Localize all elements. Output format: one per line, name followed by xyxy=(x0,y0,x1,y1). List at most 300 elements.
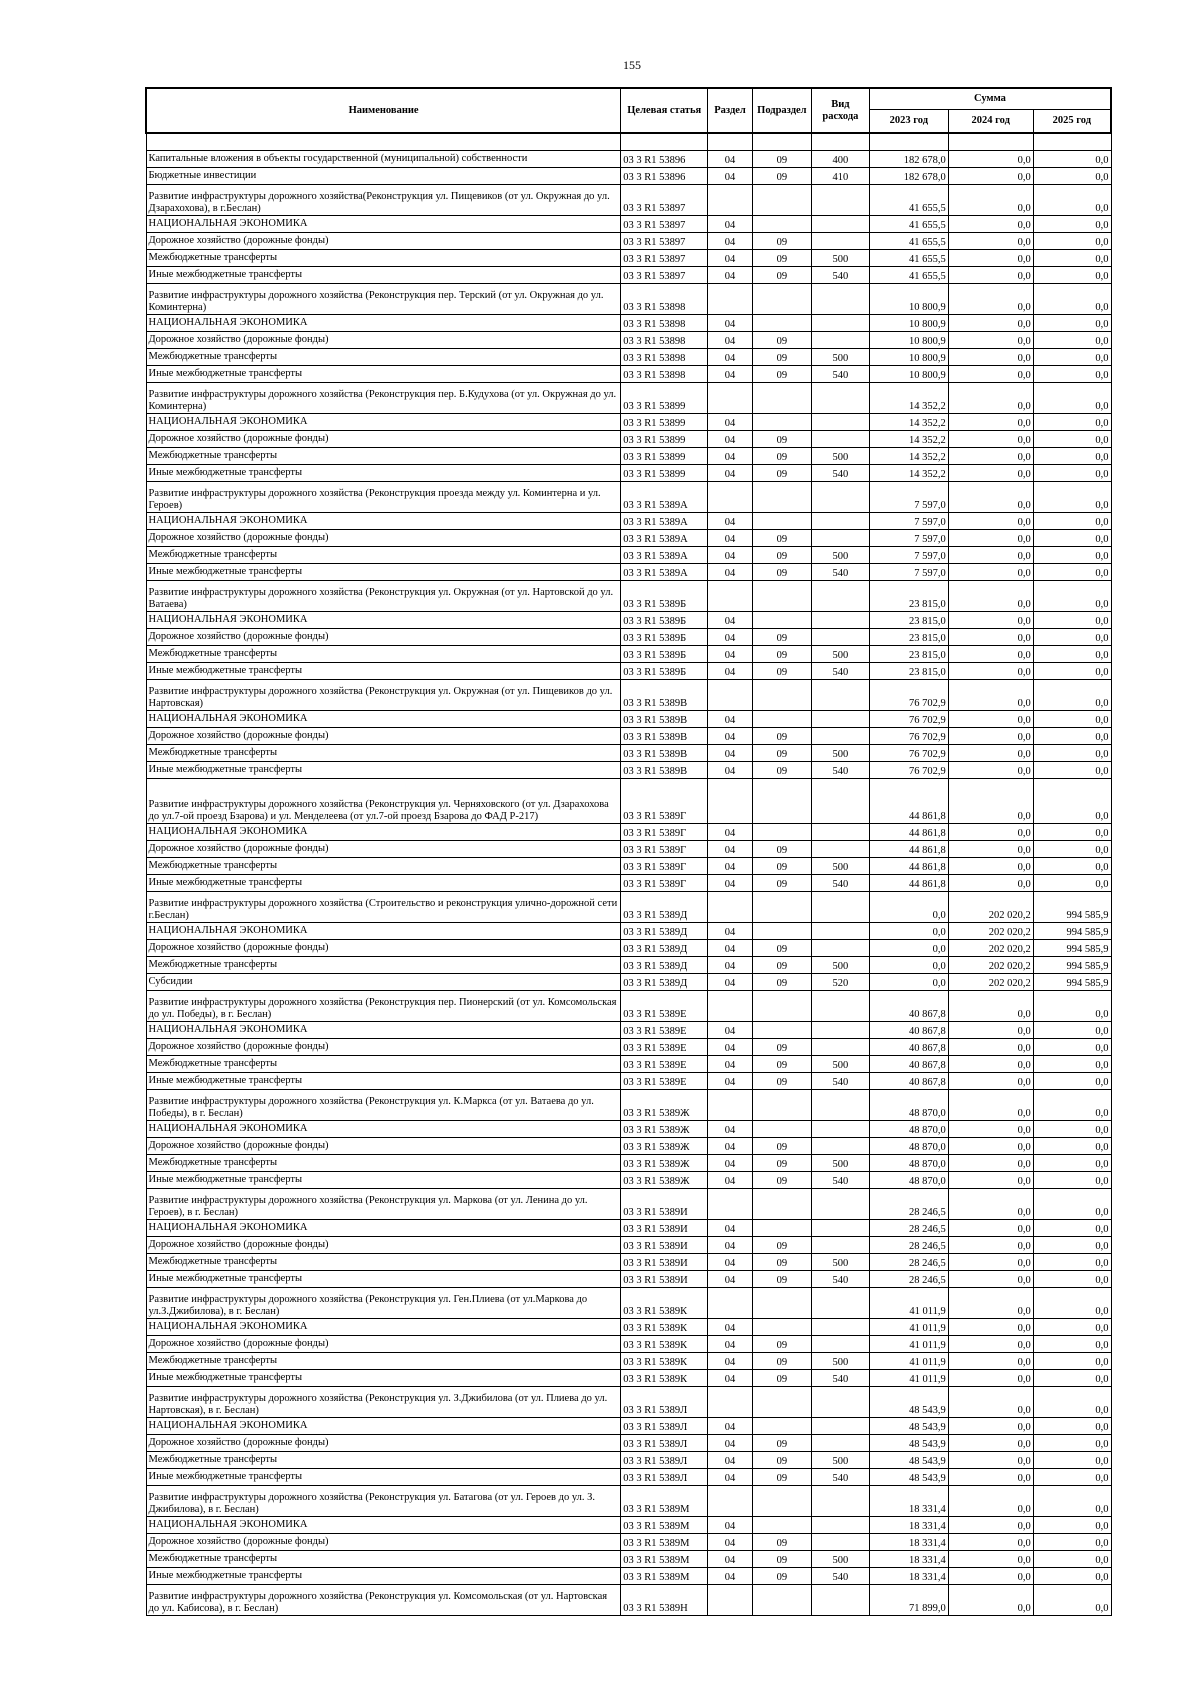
cell-2025: 0,0 xyxy=(1033,1417,1111,1434)
cell-subsection xyxy=(752,990,811,1021)
cell-2024: 0,0 xyxy=(948,546,1033,563)
cell-subsection: 09 xyxy=(752,150,811,167)
cell-2025: 0,0 xyxy=(1033,167,1111,184)
table-row xyxy=(146,266,1111,283)
table-row xyxy=(146,1219,1111,1236)
cell-expense-type xyxy=(811,922,869,939)
cell-article: 03 3 R1 5389Г xyxy=(621,823,708,840)
cell-2023: 48 543,9 xyxy=(869,1434,948,1451)
cell-expense-type xyxy=(811,611,869,628)
cell-name: Дорожное хозяйство (дорожные фонды) xyxy=(146,232,621,249)
budget-table xyxy=(145,87,1112,1616)
cell-2025: 0,0 xyxy=(1033,365,1111,382)
cell-article: 03 3 R1 5389Д xyxy=(621,956,708,973)
cell-name: Дорожное хозяйство (дорожные фонды) xyxy=(146,1533,621,1550)
cell-article: 03 3 R1 5389Л xyxy=(621,1434,708,1451)
cell-section: 04 xyxy=(708,167,753,184)
cell-article: 03 3 R1 5389Б xyxy=(621,662,708,679)
cell-2023: 7 597,0 xyxy=(869,546,948,563)
cell-subsection: 09 xyxy=(752,1533,811,1550)
cell-section: 04 xyxy=(708,727,753,744)
cell-expense-type: 540 xyxy=(811,563,869,580)
table-header xyxy=(146,88,1111,133)
table-row xyxy=(146,973,1111,990)
cell-2025: 0,0 xyxy=(1033,1137,1111,1154)
cell-expense-type xyxy=(811,1485,869,1516)
cell-name: Дорожное хозяйство (дорожные фонды) xyxy=(146,331,621,348)
cell-section: 04 xyxy=(708,447,753,464)
cell-name: Межбюджетные трансферты xyxy=(146,348,621,365)
cell-article: 03 3 R1 5389Ж xyxy=(621,1137,708,1154)
cell-section: 04 xyxy=(708,744,753,761)
cell-name: Иные межбюджетные трансферты xyxy=(146,266,621,283)
cell-2025: 0,0 xyxy=(1033,413,1111,430)
cell-article: 03 3 R1 5389Г xyxy=(621,778,708,823)
cell-2024: 0,0 xyxy=(948,1584,1033,1615)
cell-section xyxy=(708,1386,753,1417)
cell-2023: 44 861,8 xyxy=(869,840,948,857)
cell-article: 03 3 R1 53896 xyxy=(621,167,708,184)
cell-name: Иные межбюджетные трансферты xyxy=(146,563,621,580)
cell-2025: 0,0 xyxy=(1033,1055,1111,1072)
cell-subsection: 09 xyxy=(752,744,811,761)
page-number: 155 xyxy=(623,58,641,72)
cell-expense-type xyxy=(811,628,869,645)
cell-subsection xyxy=(752,1219,811,1236)
cell-article: 03 3 R1 5389Ж xyxy=(621,1154,708,1171)
cell-2023: 41 655,5 xyxy=(869,249,948,266)
cell-subsection xyxy=(752,314,811,331)
table-row xyxy=(146,464,1111,481)
cell-2023: 7 597,0 xyxy=(869,481,948,512)
cell-2024: 0,0 xyxy=(948,1137,1033,1154)
cell-subsection: 09 xyxy=(752,1352,811,1369)
cell-2024: 0,0 xyxy=(948,874,1033,891)
cell-expense-type: 500 xyxy=(811,744,869,761)
cell-name: Межбюджетные трансферты xyxy=(146,744,621,761)
cell-name: НАЦИОНАЛЬНАЯ ЭКОНОМИКА xyxy=(146,823,621,840)
cell-subsection xyxy=(752,1417,811,1434)
cell-expense-type xyxy=(811,331,869,348)
cell-article: 03 3 R1 5389М xyxy=(621,1516,708,1533)
cell-2023: 23 815,0 xyxy=(869,662,948,679)
cell-2024: 0,0 xyxy=(948,1021,1033,1038)
cell-2023: 40 867,8 xyxy=(869,1072,948,1089)
cell-article: 03 3 R1 53899 xyxy=(621,430,708,447)
cell-2025: 0,0 xyxy=(1033,1434,1111,1451)
cell-2025: 0,0 xyxy=(1033,744,1111,761)
cell-2024: 0,0 xyxy=(948,1072,1033,1089)
cell-2023: 23 815,0 xyxy=(869,580,948,611)
cell-2023: 48 543,9 xyxy=(869,1417,948,1434)
cell-2025: 0,0 xyxy=(1033,266,1111,283)
cell-2023: 48 870,0 xyxy=(869,1154,948,1171)
table-row xyxy=(146,1318,1111,1335)
cell-name: НАЦИОНАЛЬНАЯ ЭКОНОМИКА xyxy=(146,1318,621,1335)
cell-expense-type: 500 xyxy=(811,546,869,563)
table-row xyxy=(146,1089,1111,1120)
table-row xyxy=(146,778,1111,823)
table-row xyxy=(146,1417,1111,1434)
table-row xyxy=(146,1072,1111,1089)
cell-2025: 0,0 xyxy=(1033,1386,1111,1417)
cell-section xyxy=(708,891,753,922)
cell-article: 03 3 R1 53898 xyxy=(621,314,708,331)
cell-2024: 0,0 xyxy=(948,232,1033,249)
cell-subsection xyxy=(752,922,811,939)
cell-subsection: 09 xyxy=(752,348,811,365)
cell-subsection: 09 xyxy=(752,1567,811,1584)
cell-article: 03 3 R1 5389Г xyxy=(621,874,708,891)
cell-name: Бюджетные инвестиции xyxy=(146,167,621,184)
cell-2024: 0,0 xyxy=(948,823,1033,840)
table-row xyxy=(146,727,1111,744)
cell-2023: 48 870,0 xyxy=(869,1137,948,1154)
cell-2025: 0,0 xyxy=(1033,546,1111,563)
cell-subsection: 09 xyxy=(752,956,811,973)
cell-section: 04 xyxy=(708,939,753,956)
cell-section xyxy=(708,184,753,215)
cell-article: 03 3 R1 5389А xyxy=(621,529,708,546)
cell-2023: 40 867,8 xyxy=(869,1055,948,1072)
table-row xyxy=(146,1171,1111,1188)
table-row xyxy=(146,447,1111,464)
cell-name: Иные межбюджетные трансферты xyxy=(146,761,621,778)
cell-name: Развитие инфраструктуры дорожного хозяйства (Реконструкция пер. Пионерский (от ул. Комсомольская до ул. Победы), в г. Беслан) xyxy=(146,990,621,1021)
cell-section xyxy=(708,580,753,611)
cell-2024: 0,0 xyxy=(948,1533,1033,1550)
cell-article: 03 3 R1 5389Е xyxy=(621,990,708,1021)
cell-name: НАЦИОНАЛЬНАЯ ЭКОНОМИКА xyxy=(146,1120,621,1137)
cell-2025: 0,0 xyxy=(1033,382,1111,413)
cell-name: Субсидии xyxy=(146,973,621,990)
cell-expense-type xyxy=(811,1219,869,1236)
cell-article: 03 3 R1 5389В xyxy=(621,761,708,778)
cell-2025: 0,0 xyxy=(1033,628,1111,645)
cell-name: Межбюджетные трансферты xyxy=(146,447,621,464)
table-row xyxy=(146,430,1111,447)
cell-2025: 994 585,9 xyxy=(1033,939,1111,956)
cell-article: 03 3 R1 53899 xyxy=(621,464,708,481)
cell-name: Дорожное хозяйство (дорожные фонды) xyxy=(146,939,621,956)
cell-article: 03 3 R1 53897 xyxy=(621,215,708,232)
cell-2024: 0,0 xyxy=(948,331,1033,348)
table-row xyxy=(146,840,1111,857)
cell-section xyxy=(708,990,753,1021)
cell-section: 04 xyxy=(708,215,753,232)
cell-name: Развитие инфраструктуры дорожного хозяйства (Строительство и реконструкция улично-дорожной сети г.Беслан) xyxy=(146,891,621,922)
cell-expense-type: 540 xyxy=(811,662,869,679)
cell-expense-type xyxy=(811,1287,869,1318)
cell-name: Иные межбюджетные трансферты xyxy=(146,464,621,481)
table-row xyxy=(146,382,1111,413)
cell-2024: 0,0 xyxy=(948,1318,1033,1335)
cell-section: 04 xyxy=(708,464,753,481)
cell-article: 03 3 R1 5389И xyxy=(621,1219,708,1236)
cell-2025: 0,0 xyxy=(1033,1072,1111,1089)
cell-2025: 0,0 xyxy=(1033,1584,1111,1615)
cell-2024: 0,0 xyxy=(948,761,1033,778)
cell-name: Межбюджетные трансферты xyxy=(146,1154,621,1171)
cell-2024: 0,0 xyxy=(948,1335,1033,1352)
cell-article: 03 3 R1 53899 xyxy=(621,382,708,413)
cell-2025: 0,0 xyxy=(1033,990,1111,1021)
cell-article: 03 3 R1 5389Д xyxy=(621,922,708,939)
cell-name: НАЦИОНАЛЬНАЯ ЭКОНОМИКА xyxy=(146,215,621,232)
table-row xyxy=(146,348,1111,365)
cell-name: Межбюджетные трансферты xyxy=(146,1451,621,1468)
cell-section: 04 xyxy=(708,1137,753,1154)
cell-expense-type xyxy=(811,1318,869,1335)
cell-subsection: 09 xyxy=(752,1270,811,1287)
table-row xyxy=(146,922,1111,939)
cell-article: 03 3 R1 5389Е xyxy=(621,1021,708,1038)
table-row xyxy=(146,761,1111,778)
cell-2024: 0,0 xyxy=(948,778,1033,823)
cell-name: Капитальные вложения в объекты государственной (муниципальной) собственности xyxy=(146,150,621,167)
cell-name: Межбюджетные трансферты xyxy=(146,249,621,266)
cell-section: 04 xyxy=(708,1318,753,1335)
cell-expense-type: 540 xyxy=(811,1468,869,1485)
cell-article: 03 3 R1 5389Ж xyxy=(621,1089,708,1120)
cell-2025: 0,0 xyxy=(1033,679,1111,710)
table-row xyxy=(146,184,1111,215)
cell-2023: 18 331,4 xyxy=(869,1567,948,1584)
cell-2023: 76 702,9 xyxy=(869,727,948,744)
cell-expense-type: 500 xyxy=(811,1055,869,1072)
cell-expense-type: 500 xyxy=(811,1550,869,1567)
cell-2023: 14 352,2 xyxy=(869,382,948,413)
cell-article: 03 3 R1 5389А xyxy=(621,563,708,580)
cell-section: 04 xyxy=(708,761,753,778)
cell-2023: 48 870,0 xyxy=(869,1089,948,1120)
table-row xyxy=(146,314,1111,331)
cell-subsection: 09 xyxy=(752,563,811,580)
cell-article: 03 3 R1 5389В xyxy=(621,679,708,710)
cell-subsection: 09 xyxy=(752,1236,811,1253)
table-row xyxy=(146,1137,1111,1154)
cell-subsection: 09 xyxy=(752,464,811,481)
cell-article: 03 3 R1 5389И xyxy=(621,1253,708,1270)
cell-section xyxy=(708,1584,753,1615)
table-row xyxy=(146,662,1111,679)
cell-subsection: 09 xyxy=(752,529,811,546)
cell-section: 04 xyxy=(708,611,753,628)
cell-name: Развитие инфраструктуры дорожного хозяйства (Реконструкция ул. Окружная (от ул. Пищевиков до ул. Нартовская) xyxy=(146,679,621,710)
cell-name: Развитие инфраструктуры дорожного хозяйства (Реконструкция пер. Терский (от ул. Окружная до ул. Коминтерна) xyxy=(146,283,621,314)
cell-2023: 44 861,8 xyxy=(869,778,948,823)
cell-2025: 0,0 xyxy=(1033,331,1111,348)
table-row xyxy=(146,546,1111,563)
cell-expense-type xyxy=(811,512,869,529)
table-row xyxy=(146,891,1111,922)
cell-section xyxy=(708,679,753,710)
cell-article: 03 3 R1 53897 xyxy=(621,184,708,215)
cell-2025: 0,0 xyxy=(1033,761,1111,778)
cell-expense-type xyxy=(811,283,869,314)
table-row xyxy=(146,990,1111,1021)
cell-2023: 48 870,0 xyxy=(869,1171,948,1188)
cell-section: 04 xyxy=(708,1550,753,1567)
cell-subsection xyxy=(752,1318,811,1335)
cell-expense-type xyxy=(811,778,869,823)
cell-expense-type: 500 xyxy=(811,1451,869,1468)
cell-expense-type xyxy=(811,1386,869,1417)
cell-expense-type xyxy=(811,1584,869,1615)
cell-expense-type: 520 xyxy=(811,973,869,990)
cell-2024: 0,0 xyxy=(948,580,1033,611)
cell-section: 04 xyxy=(708,645,753,662)
cell-2025: 0,0 xyxy=(1033,150,1111,167)
cell-expense-type xyxy=(811,215,869,232)
cell-expense-type: 540 xyxy=(811,1072,869,1089)
cell-2025: 0,0 xyxy=(1033,1219,1111,1236)
cell-subsection xyxy=(752,1516,811,1533)
cell-2024: 0,0 xyxy=(948,167,1033,184)
cell-subsection: 09 xyxy=(752,1072,811,1089)
header-2024: 2024 год xyxy=(948,110,1033,134)
cell-article: 03 3 R1 5389В xyxy=(621,727,708,744)
cell-name: Дорожное хозяйство (дорожные фонды) xyxy=(146,727,621,744)
cell-article: 03 3 R1 5389М xyxy=(621,1567,708,1584)
cell-section: 04 xyxy=(708,1468,753,1485)
cell-2024: 0,0 xyxy=(948,1451,1033,1468)
cell-section: 04 xyxy=(708,956,753,973)
cell-subsection: 09 xyxy=(752,939,811,956)
cell-2023: 48 543,9 xyxy=(869,1468,948,1485)
cell-2023: 28 246,5 xyxy=(869,1236,948,1253)
cell-2024: 202 020,2 xyxy=(948,922,1033,939)
cell-expense-type: 410 xyxy=(811,167,869,184)
cell-subsection xyxy=(752,1386,811,1417)
table-row xyxy=(146,1468,1111,1485)
cell-section: 04 xyxy=(708,1567,753,1584)
cell-section: 04 xyxy=(708,512,753,529)
table-row xyxy=(146,365,1111,382)
cell-subsection xyxy=(752,1287,811,1318)
cell-2023: 23 815,0 xyxy=(869,645,948,662)
table-row xyxy=(146,939,1111,956)
cell-subsection: 09 xyxy=(752,727,811,744)
cell-2023: 76 702,9 xyxy=(869,710,948,727)
cell-section xyxy=(708,1089,753,1120)
cell-2023: 10 800,9 xyxy=(869,283,948,314)
cell-expense-type xyxy=(811,382,869,413)
cell-2025: 0,0 xyxy=(1033,874,1111,891)
cell-2024: 0,0 xyxy=(948,1287,1033,1318)
cell-expense-type: 540 xyxy=(811,761,869,778)
cell-2025: 0,0 xyxy=(1033,529,1111,546)
cell-section: 04 xyxy=(708,563,753,580)
cell-article: 03 3 R1 5389Л xyxy=(621,1468,708,1485)
table-row xyxy=(146,710,1111,727)
cell-section: 04 xyxy=(708,413,753,430)
cell-name: Межбюджетные трансферты xyxy=(146,857,621,874)
cell-2023: 41 011,9 xyxy=(869,1287,948,1318)
cell-section: 04 xyxy=(708,1451,753,1468)
cell-section: 04 xyxy=(708,150,753,167)
cell-expense-type xyxy=(811,710,869,727)
cell-section: 04 xyxy=(708,1154,753,1171)
cell-article: 03 3 R1 5389Ж xyxy=(621,1171,708,1188)
cell-section: 04 xyxy=(708,430,753,447)
cell-section: 04 xyxy=(708,1417,753,1434)
cell-section: 04 xyxy=(708,1516,753,1533)
cell-2025: 994 585,9 xyxy=(1033,973,1111,990)
cell-2023: 41 011,9 xyxy=(869,1352,948,1369)
cell-2025: 0,0 xyxy=(1033,1188,1111,1219)
table-row xyxy=(146,857,1111,874)
cell-2023: 182 678,0 xyxy=(869,150,948,167)
cell-section: 04 xyxy=(708,314,753,331)
cell-2025: 0,0 xyxy=(1033,611,1111,628)
cell-name: НАЦИОНАЛЬНАЯ ЭКОНОМИКА xyxy=(146,1417,621,1434)
table-row xyxy=(146,1287,1111,1318)
table-row xyxy=(146,1567,1111,1584)
cell-subsection xyxy=(752,1485,811,1516)
cell-article: 03 3 R1 5389Е xyxy=(621,1038,708,1055)
cell-2024: 0,0 xyxy=(948,382,1033,413)
cell-2025: 0,0 xyxy=(1033,857,1111,874)
cell-expense-type: 540 xyxy=(811,874,869,891)
cell-2025: 0,0 xyxy=(1033,1352,1111,1369)
table-row xyxy=(146,167,1111,184)
cell-expense-type xyxy=(811,1120,869,1137)
table-row xyxy=(146,1533,1111,1550)
cell-name: Развитие инфраструктуры дорожного хозяйства (Реконструкция ул. К.Маркса (от ул. Ватаева до ул. Победы), в г. Беслан) xyxy=(146,1089,621,1120)
cell-2023: 10 800,9 xyxy=(869,314,948,331)
cell-expense-type xyxy=(811,184,869,215)
cell-2024: 202 020,2 xyxy=(948,891,1033,922)
cell-subsection: 09 xyxy=(752,331,811,348)
cell-2023: 28 246,5 xyxy=(869,1219,948,1236)
cell-name: Дорожное хозяйство (дорожные фонды) xyxy=(146,1038,621,1055)
cell-section: 04 xyxy=(708,1270,753,1287)
table-row xyxy=(146,1120,1111,1137)
cell-article: 03 3 R1 53898 xyxy=(621,331,708,348)
table-row xyxy=(146,1516,1111,1533)
cell-expense-type xyxy=(811,1236,869,1253)
cell-2024: 0,0 xyxy=(948,283,1033,314)
cell-section xyxy=(708,481,753,512)
cell-subsection xyxy=(752,710,811,727)
cell-subsection xyxy=(752,215,811,232)
cell-subsection: 09 xyxy=(752,645,811,662)
header-expense-type: Вид расхода xyxy=(811,88,869,133)
cell-section: 04 xyxy=(708,1253,753,1270)
cell-article: 03 3 R1 5389М xyxy=(621,1485,708,1516)
table-row xyxy=(146,1386,1111,1417)
cell-expense-type xyxy=(811,1021,869,1038)
cell-2025: 0,0 xyxy=(1033,1369,1111,1386)
cell-2024: 0,0 xyxy=(948,215,1033,232)
cell-expense-type xyxy=(811,1417,869,1434)
cell-2024: 0,0 xyxy=(948,184,1033,215)
cell-2024: 0,0 xyxy=(948,413,1033,430)
cell-article: 03 3 R1 53897 xyxy=(621,266,708,283)
cell-2024: 0,0 xyxy=(948,1055,1033,1072)
cell-2023: 41 011,9 xyxy=(869,1335,948,1352)
cell-expense-type: 540 xyxy=(811,1270,869,1287)
cell-article: 03 3 R1 5389А xyxy=(621,546,708,563)
cell-2025: 0,0 xyxy=(1033,1318,1111,1335)
cell-section: 04 xyxy=(708,840,753,857)
cell-2024: 0,0 xyxy=(948,447,1033,464)
cell-2025: 0,0 xyxy=(1033,840,1111,857)
cell-2025: 0,0 xyxy=(1033,1468,1111,1485)
cell-2024: 0,0 xyxy=(948,1270,1033,1287)
cell-section: 04 xyxy=(708,922,753,939)
